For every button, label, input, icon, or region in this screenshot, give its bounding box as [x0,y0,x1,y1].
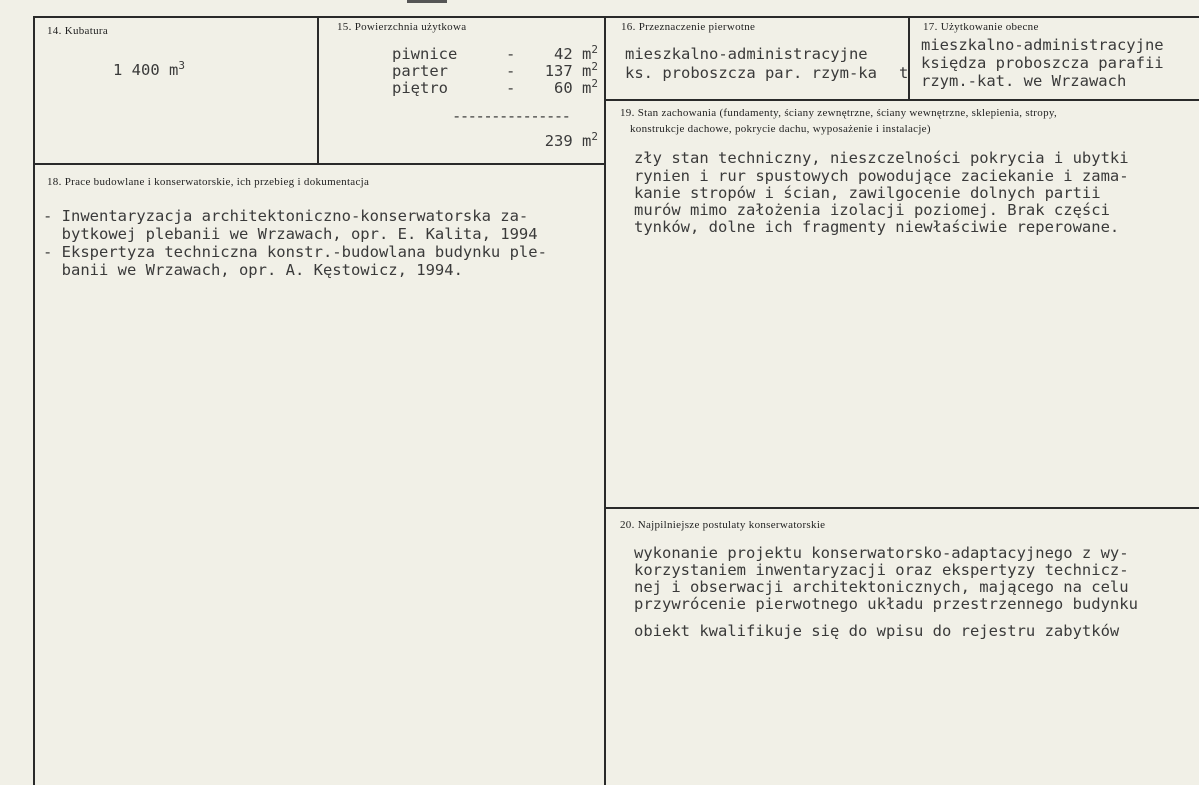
section-18-label: 18. Prace budowlane i konserwatorskie, ich przebieg i dokumentacja [47,176,370,188]
section-17-label: 17. Użytkowanie obecne [923,21,1039,33]
section-20-note: obiekt kwalifikuje się do wpisu do rejestru zabytków [634,622,1120,640]
area-total-value: 239 m [544,132,592,150]
section-20-line: nej i obserwacji architektonicznych, mającego na celu [634,578,1129,596]
area-row-value [524,59,598,80]
section-16-label: 16. Przeznaczenie pierwotne [621,21,756,33]
divider-top-row [33,163,605,165]
section-16-overflow: t [899,64,909,82]
kubatura-value: 1 400 m [113,61,179,79]
area-value: 42 m [554,45,592,63]
divider-19-20 [604,507,1199,509]
top-border [33,16,1199,18]
section-18-line: - Inwentaryzacja architektoniczno-konserwatorska za- [43,207,529,225]
area-separator: --------------- [452,107,570,125]
area-row-value [544,42,598,63]
area-row-dash: - [506,62,516,80]
area-total-sup: 2 [591,129,598,143]
area-row-name: piwnice [392,45,458,63]
section-19-label: 19. Stan zachowania (fundamenty, ściany zewnętrzne, ściany wewnętrzne, sklepienia, stropy, [620,107,1058,119]
section-19-line: zły stan techniczny, nieszczelności pokrycia i ubytki [634,149,1129,167]
divider-main [604,16,606,785]
section-14-label: 14. Kubatura [47,25,109,37]
area-row-dash: - [506,79,516,97]
section-19-line: kanie stropów i ścian, zawilgocenie dolnych partii [634,184,1101,202]
section-19-label-cont: konstrukcje dachowe, pokrycie dachu, wyposażenie i instalacje) [630,123,931,135]
divider-16-19 [604,99,1199,101]
area-sup: 2 [591,42,598,56]
area-sup: 2 [591,59,598,73]
section-18-line: - Ekspertyza techniczna konstr.-budowlana budynku ple- [43,243,547,261]
section-20-line: wykonanie projektu konserwatorsko-adaptacyjnego z wy- [634,544,1129,562]
section-20-line: korzystaniem inwentaryzacji oraz ekspertyzy technicz- [634,561,1129,579]
section-17-line: księdza proboszcza parafii [921,54,1164,72]
area-sup: 2 [591,76,598,90]
section-17-line: rzym.-kat. we Wrzawach [921,72,1127,90]
area-row-dash: - [506,45,516,63]
area-row-name: parter [392,62,448,80]
section-17-line: mieszkalno-administracyjne [921,36,1164,54]
section-16-line: mieszkalno-administracyjne [625,45,868,63]
section-19-line: tynków, dolne ich fragmenty niewłaściwie reperowane. [634,218,1120,236]
section-18-line: banii we Wrzawach, opr. A. Kęstowicz, 1994. [43,261,463,279]
area-total [520,129,598,150]
section-19-line: murów mimo założenia izolacji poziomej. Brak części [634,201,1110,219]
kubatura-sup: 3 [178,58,185,72]
area-row-name: piętro [392,79,448,97]
section-15-label: 15. Powierzchnia użytkowa [337,21,467,33]
section-18-line: bytkowej plebanii we Wrzawach, opr. E. Kalita, 1994 [43,225,538,243]
divider-14-15 [317,16,319,163]
divider-16-17 [908,16,910,99]
section-19-line: rynien i rur spustowych powodujące zaciekanie i zama- [634,167,1129,185]
section-20-label: 20. Najpilniejsze postulaty konserwatorskie [620,519,826,531]
top-edge-mark [407,0,447,3]
area-value: 137 m [544,62,592,80]
area-value: 60 m [554,79,592,97]
section-20-line: przywrócenie pierwotnego układu przestrzennego budynku [634,595,1138,613]
section-14-value [113,58,185,79]
left-border [33,16,35,785]
area-row-value [544,76,598,97]
section-16-line: ks. proboszcza par. rzym-ka [625,64,877,82]
